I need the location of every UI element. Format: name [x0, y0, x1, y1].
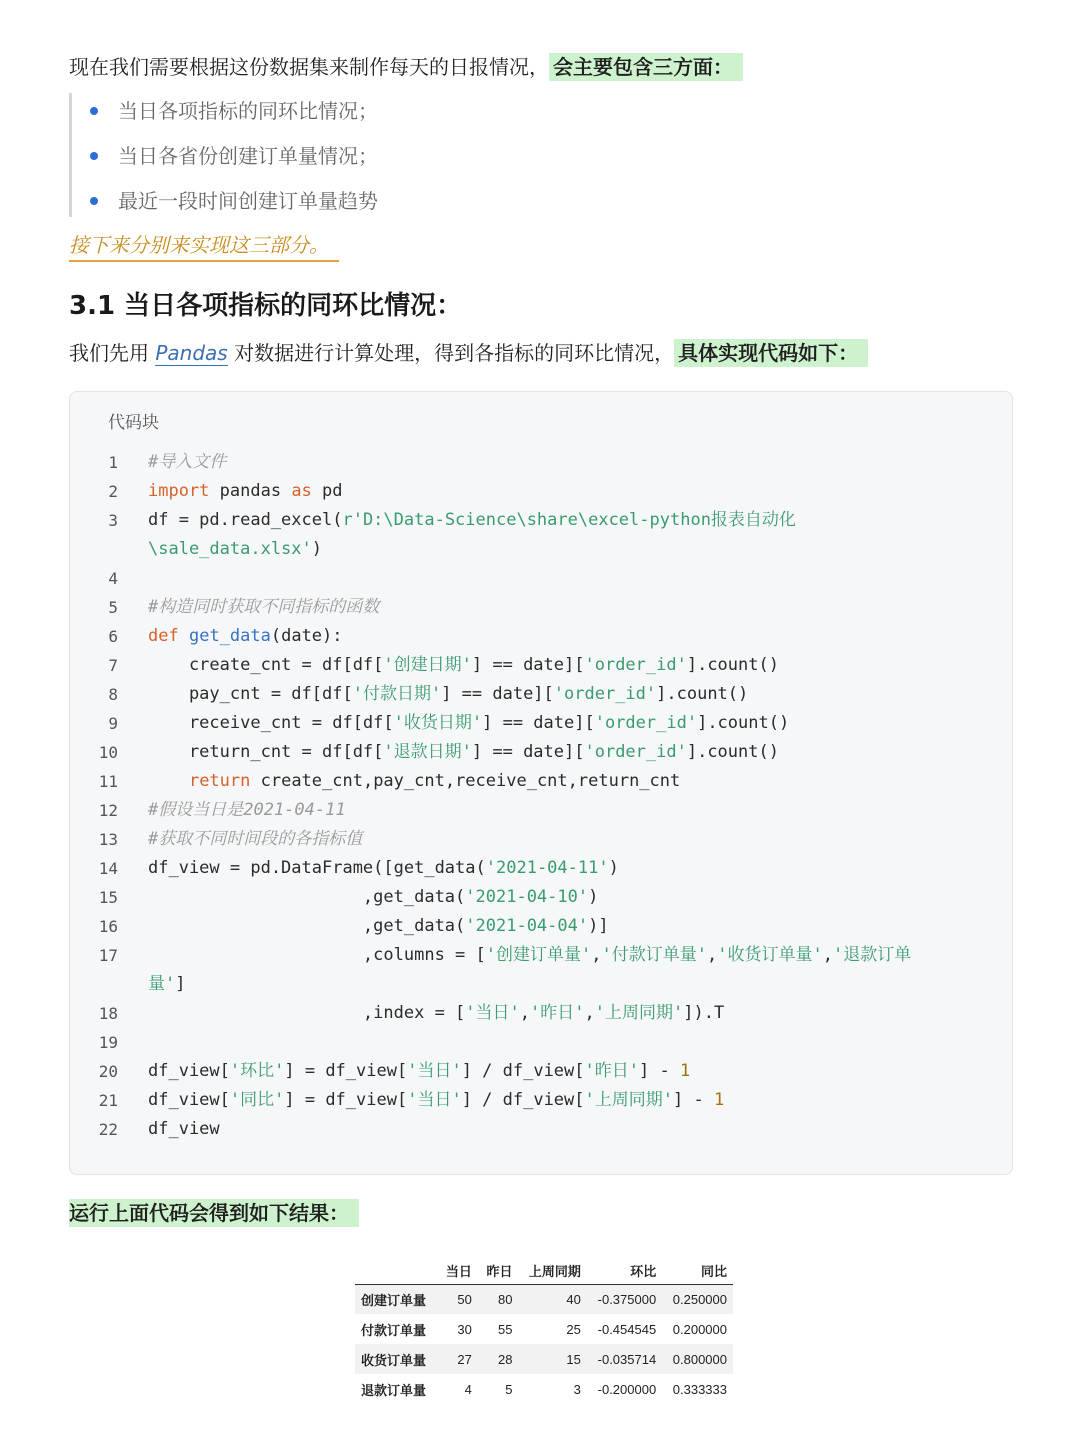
result-body [355, 1284, 733, 1404]
line-number: 16 [98, 917, 118, 936]
code-block [69, 391, 1013, 1175]
result-header-cell: 当日 [437, 1257, 478, 1284]
code-source [148, 535, 322, 564]
code-token: , [706, 945, 718, 965]
line-number: 6 [108, 627, 118, 646]
code-line [70, 883, 1012, 912]
code-token: '收货订单量' [717, 945, 823, 965]
code-source [148, 709, 789, 738]
code-token: '退款订单 [832, 945, 912, 965]
code-line [70, 709, 1012, 738]
result-cell: -0.454545 [597, 1321, 657, 1337]
result-cell: 15 [518, 1344, 586, 1374]
code-line [70, 506, 1012, 535]
bullet-dot-icon [90, 152, 98, 160]
line-number: 1 [108, 453, 118, 472]
code-source [148, 1086, 724, 1115]
code-token: ] = df_view[ [284, 1061, 408, 1081]
code-line [70, 680, 1012, 709]
result-cell: 0.200000 [672, 1321, 727, 1337]
code-source [148, 883, 598, 912]
code-token: ].count() [686, 742, 779, 762]
code-token: #构造同时获取不同指标的函数 [148, 597, 380, 617]
result-cell: 0.333333 [672, 1381, 727, 1397]
code-token: ] [175, 974, 186, 994]
code-source [148, 680, 748, 709]
code-token: return_cnt = df[df[ [148, 742, 384, 762]
code-token: (date): [270, 626, 343, 646]
line-number: 19 [98, 1033, 118, 1052]
code-token: ) [608, 858, 619, 878]
result-table [355, 1257, 733, 1404]
code-token: '同比' [229, 1090, 285, 1110]
code-token: '退款日期' [383, 742, 472, 762]
intro-highlight: 会主要包含三方面： [549, 53, 743, 81]
pandas-link[interactable]: Pandas [155, 341, 228, 365]
code-token: as [291, 481, 312, 501]
result-cell: -0.375000 [587, 1284, 662, 1314]
code-token: '付款订单量' [601, 945, 707, 965]
code-token: import [148, 481, 210, 501]
code-token: ) [311, 539, 323, 559]
code-line [70, 448, 1012, 477]
result-intro [69, 1196, 359, 1230]
code-token: '收货日期' [393, 713, 483, 733]
code-source [148, 1115, 220, 1144]
code-source [148, 622, 343, 651]
result-row [355, 1284, 733, 1314]
code-token: ] = df_view[ [284, 1090, 408, 1110]
bullet-item [90, 142, 378, 170]
code-token: df_view[ [148, 1061, 230, 1081]
line-number: 7 [108, 656, 118, 675]
result-header-row [355, 1257, 733, 1284]
code-token: pd [311, 481, 343, 501]
result-cell: 25 [566, 1321, 581, 1337]
code-token: create_cnt,pay_cnt,receive_cnt,return_cnt [250, 771, 681, 791]
code-source [148, 506, 796, 535]
code-source [148, 999, 724, 1028]
code-token: #导入文件 [148, 452, 227, 472]
line-number: 5 [108, 598, 118, 617]
line-number: 22 [98, 1120, 118, 1139]
para-text: 对数据进行计算处理，得到各指标的同环比情况， [227, 341, 675, 365]
result-cell: 0.800000 [662, 1344, 733, 1374]
result-header-cell [355, 1257, 437, 1284]
code-line [70, 738, 1012, 767]
code-token: , [591, 945, 602, 965]
code-token: 'order_id' [594, 713, 698, 733]
code-line [70, 767, 1012, 796]
code-token: df_view [148, 1119, 220, 1139]
code-line [70, 912, 1012, 941]
line-number: 4 [108, 569, 118, 588]
code-line [70, 593, 1012, 622]
line-number: 3 [108, 511, 118, 530]
code-token: df = pd.read_excel( [148, 510, 343, 530]
code-token: '上周同期' [594, 1003, 684, 1023]
code-token: '当日' [407, 1090, 462, 1110]
result-cell: 80 [478, 1284, 519, 1314]
code-token: ,index = [ [148, 1003, 466, 1023]
code-token: ,get_data( [148, 887, 466, 907]
line-number: 2 [108, 482, 118, 501]
code-token: #假设当日是2021-04-11 [148, 800, 346, 820]
line-number: 14 [98, 859, 118, 878]
code-token [179, 626, 189, 646]
code-line [70, 564, 1012, 593]
pandas-paragraph [69, 336, 868, 370]
code-token: '付款日期' [352, 684, 442, 704]
code-source [148, 825, 362, 854]
code-token: ]).T [683, 1003, 725, 1023]
result-cell: 3 [573, 1381, 581, 1397]
code-line [70, 970, 1012, 999]
code-token: ] / df_view[ [461, 1061, 585, 1081]
result-cell: 50 [437, 1284, 478, 1314]
code-token: 量' [148, 974, 176, 994]
code-token: ] == date][ [471, 655, 585, 675]
code-source [148, 941, 911, 970]
code-token: '2021-04-11' [485, 858, 609, 878]
code-line [70, 796, 1012, 825]
code-source [148, 651, 779, 680]
code-token: r'D:\Data-Science\share\excel-python报表自动化 [342, 510, 796, 530]
code-token: df_view = pd.DataFrame([get_data( [148, 858, 486, 878]
code-source [148, 912, 609, 941]
line-number: 11 [98, 772, 118, 791]
code-source [148, 448, 226, 477]
code-token: '当日' [407, 1061, 462, 1081]
code-token: , [822, 945, 833, 965]
result-intro-highlight: 运行上面代码会得到如下结果： [69, 1199, 359, 1227]
code-token: df_view[ [148, 1090, 230, 1110]
line-number: 18 [98, 1004, 118, 1023]
code-token: ] / df_view[ [461, 1090, 585, 1110]
next-steps-note: 接下来分别来实现这三部分。 [69, 230, 339, 262]
bullet-text: 当日各项指标的同环比情况； [118, 99, 378, 123]
code-token: 'order_id' [584, 742, 687, 762]
result-row-label: 创建订单量 [355, 1284, 437, 1314]
code-token: '昨日' [584, 1061, 639, 1081]
intro-paragraph [69, 50, 743, 84]
code-source [148, 970, 186, 999]
code-token: ] - [639, 1061, 680, 1081]
code-token: '当日' [465, 1003, 520, 1023]
line-number: 8 [108, 685, 118, 704]
code-line [70, 477, 1012, 506]
code-line [70, 941, 1012, 970]
code-token: ,columns = [ [148, 945, 486, 965]
code-line [70, 535, 1012, 564]
code-token: ] == date][ [471, 742, 585, 762]
result-cell: 4 [464, 1381, 472, 1397]
result-row [355, 1344, 733, 1374]
line-number: 12 [98, 801, 118, 820]
code-token [148, 771, 189, 791]
code-intro-highlight: 具体实现代码如下： [674, 339, 868, 367]
code-token: receive_cnt = df[df[ [148, 713, 394, 733]
result-row [355, 1314, 733, 1344]
code-token: ].count() [697, 713, 790, 733]
line-number: 9 [108, 714, 118, 733]
bullet-dot-icon [90, 197, 98, 205]
bullet-item [90, 97, 378, 125]
code-token: get_data [188, 626, 271, 646]
result-cell: -0.035714 [587, 1344, 662, 1374]
result-cell: 5 [505, 1381, 513, 1397]
intro-text: 现在我们需要根据这份数据集来制作每天的日报情况， [69, 55, 549, 79]
result-row-label: 退款订单量 [361, 1382, 427, 1398]
result-cell: -0.200000 [597, 1381, 657, 1397]
result-header-cell: 上周同期 [518, 1257, 586, 1284]
result-cell: 30 [457, 1321, 472, 1337]
code-token: '2021-04-04' [465, 916, 589, 936]
result-cell: 28 [478, 1344, 519, 1374]
result-header-cell: 环比 [587, 1257, 662, 1284]
code-token: #获取不同时间段的各指标值 [148, 829, 363, 849]
code-token: pandas [209, 481, 292, 501]
result-cell: 55 [497, 1321, 513, 1337]
result-row-label: 付款订单量 [361, 1322, 427, 1338]
code-token: , [584, 1003, 595, 1023]
code-token: pay_cnt = df[df[ [148, 684, 353, 704]
line-number: 15 [98, 888, 118, 907]
code-token: 'order_id' [584, 655, 687, 675]
code-token: '环比' [229, 1061, 285, 1081]
code-line [70, 999, 1012, 1028]
code-source [148, 738, 779, 767]
bullet-dot-icon [90, 107, 98, 115]
code-token: ) [588, 887, 599, 907]
code-token: )] [588, 916, 609, 936]
code-source [148, 796, 346, 825]
code-token: ,get_data( [148, 916, 466, 936]
result-cell: 40 [518, 1284, 586, 1314]
line-number: 10 [98, 743, 118, 762]
bullet-item [90, 187, 378, 215]
result-header-cell: 昨日 [478, 1257, 519, 1284]
code-line [70, 854, 1012, 883]
code-token: ].count() [686, 655, 779, 675]
code-line [70, 1028, 1012, 1057]
code-token: def [148, 626, 179, 646]
code-token: return [188, 771, 251, 791]
code-line [70, 825, 1012, 854]
code-source [148, 767, 680, 796]
code-source [148, 593, 379, 622]
para-text: 我们先用 [69, 341, 156, 365]
result-cell: 0.250000 [662, 1284, 733, 1314]
line-number: 13 [98, 830, 118, 849]
line-number: 21 [98, 1091, 118, 1110]
result-cell: 27 [437, 1344, 478, 1374]
section-heading: 3.1 当日各项指标的同环比情况： [69, 291, 463, 321]
result-row-label: 收货订单量 [355, 1344, 437, 1374]
code-token: 1 [679, 1061, 691, 1081]
code-line [70, 651, 1012, 680]
code-source [148, 1057, 690, 1086]
bullet-text: 当日各省份创建订单量情况； [118, 144, 378, 168]
code-token: ].count() [656, 684, 749, 704]
code-token: , [519, 1003, 531, 1023]
code-source [148, 477, 343, 506]
code-token: '2021-04-10' [465, 887, 589, 907]
code-token: \sale_data.xlsx' [148, 539, 312, 559]
code-token: '创建订单量' [485, 945, 592, 965]
code-line [70, 1086, 1012, 1115]
line-number: 17 [98, 946, 118, 965]
code-lines [70, 448, 1012, 1144]
code-token: ] - [673, 1090, 714, 1110]
code-token: '创建日期' [383, 655, 472, 675]
result-header-cell: 同比 [662, 1257, 733, 1284]
bullet-text: 最近一段时间创建订单量趋势 [118, 189, 378, 213]
line-number: 20 [98, 1062, 118, 1081]
code-token: '上周同期' [584, 1090, 673, 1110]
code-line [70, 622, 1012, 651]
code-token: 'order_id' [553, 684, 657, 704]
result-row [355, 1374, 733, 1404]
code-token: create_cnt = df[df[ [148, 655, 384, 675]
code-token: '昨日' [530, 1003, 585, 1023]
code-token: ] == date][ [441, 684, 554, 704]
code-line [70, 1057, 1012, 1086]
code-source [148, 854, 619, 883]
code-token: ] == date][ [482, 713, 595, 733]
code-line [70, 1115, 1012, 1144]
code-token: 1 [713, 1090, 725, 1110]
code-block-title: 代码块 [108, 413, 159, 433]
